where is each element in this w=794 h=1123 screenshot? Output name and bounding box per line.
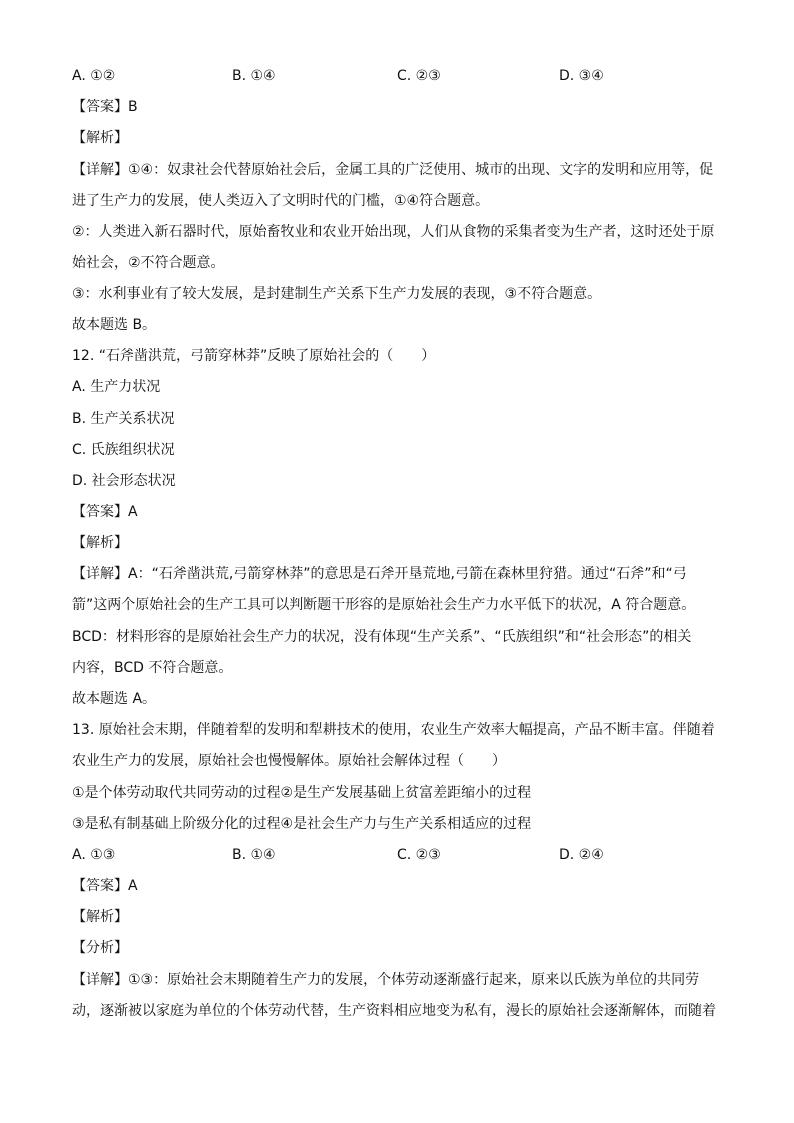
- q11-option-c: C. ②③: [397, 68, 441, 84]
- q11-detail-line: ③：水利事业有了较大发展，是封建制生产关系下生产力发展的表现，③不符合题意。: [72, 286, 602, 302]
- q11-detail-line: 始社会，②不符合题意。: [72, 255, 225, 271]
- q12-detail-line: 【详解】A：“石斧凿洪荒,弓箭穿林莽”的意思是石斧开垦荒地,弓箭在森林里狩猎。通过“石斧”和“弓: [72, 566, 687, 582]
- q13-detail-line: 动，逐渐被以家庭为单位的个体劳动代替，生产资料相应地变为私有，漫长的原始社会逐渐解体，而随着: [72, 1003, 716, 1019]
- q11-conclusion: 故本题选 B。: [72, 317, 157, 333]
- q13-statement-line: ③是私有制基础上阶级分化的过程④是社会生产力与生产关系相适应的过程: [72, 816, 532, 832]
- q12-option-b: B. 生产关系状况: [72, 411, 175, 427]
- q13-option-b: B. ①④: [232, 847, 276, 863]
- q11-detail-line: 进了生产力的发展，使人类迈入了文明时代的门槛，①④符合题意。: [72, 193, 490, 209]
- q11-answer: 【答案】B: [72, 99, 138, 115]
- q12-option-d: D. 社会形态状况: [72, 473, 176, 489]
- q13-options: [72, 845, 722, 865]
- q11-detail-line: 【详解】①④：奴隶社会代替原始社会后，金属工具的广泛使用、城市的出现、文字的发明和应用等，促: [72, 162, 714, 178]
- q12-option-c: C. 氏族组织状况: [72, 442, 175, 458]
- q12-detail-line: 箭”这两个原始社会的生产工具可以判断题干形容的是原始社会生产力水平低下的状况，A 符合题意。: [72, 597, 696, 613]
- q11-option-b: B. ①④: [232, 68, 276, 84]
- q13-answer: 【答案】A: [72, 878, 138, 894]
- q11-analysis-label: 【解析】: [72, 130, 128, 146]
- q13-option-c: C. ②③: [397, 847, 441, 863]
- q13-option-d: D. ②④: [559, 847, 604, 863]
- q12-detail-line: BCD：材料形容的是原始社会生产力的状况，没有体现“生产关系”、“氏族组织”和“社会形态”的相关: [72, 629, 692, 645]
- q12-detail-line: 内容，BCD 不符合题意。: [72, 660, 233, 676]
- q13-detail-line: 【详解】①③：原始社会末期随着生产力的发展，个体劳动逐渐盛行起来，原来以氏族为单位的共同劳: [72, 972, 700, 988]
- q11-options: [72, 66, 722, 86]
- q13-analysis-sub-label: 【分析】: [72, 940, 128, 956]
- q12-option-a: A. 生产力状况: [72, 379, 161, 395]
- q12-answer: 【答案】A: [72, 504, 138, 520]
- q13-statement-line: ①是个体劳动取代共同劳动的过程②是生产发展基础上贫富差距缩小的过程: [72, 785, 532, 801]
- q11-detail-line: ②：人类进入新石器时代，原始畜牧业和农业开始出现，人们从食物的采集者变为生产者，这时还处于原: [72, 224, 715, 240]
- q11-option-a: A. ①②: [72, 68, 116, 84]
- q12-analysis-label: 【解析】: [72, 535, 128, 551]
- q13-option-a: A. ①③: [72, 847, 116, 863]
- q12-stem: 12. “石斧凿洪荒，弓箭穿林莽”反映了原始社会的（ ）: [72, 348, 436, 364]
- q12-conclusion: 故本题选 A。: [72, 691, 157, 707]
- q13-stem-line: 13. 原始社会末期，伴随着犁的发明和犁耕技术的使用，农业生产效率大幅提高，产品不断丰富。伴随着: [72, 722, 715, 738]
- q13-analysis-label: 【解析】: [72, 909, 128, 925]
- q11-option-d: D. ③④: [559, 68, 604, 84]
- q13-stem-line: 农业生产力的发展，原始社会也慢慢解体。原始社会解体过程（ ）: [72, 753, 506, 769]
